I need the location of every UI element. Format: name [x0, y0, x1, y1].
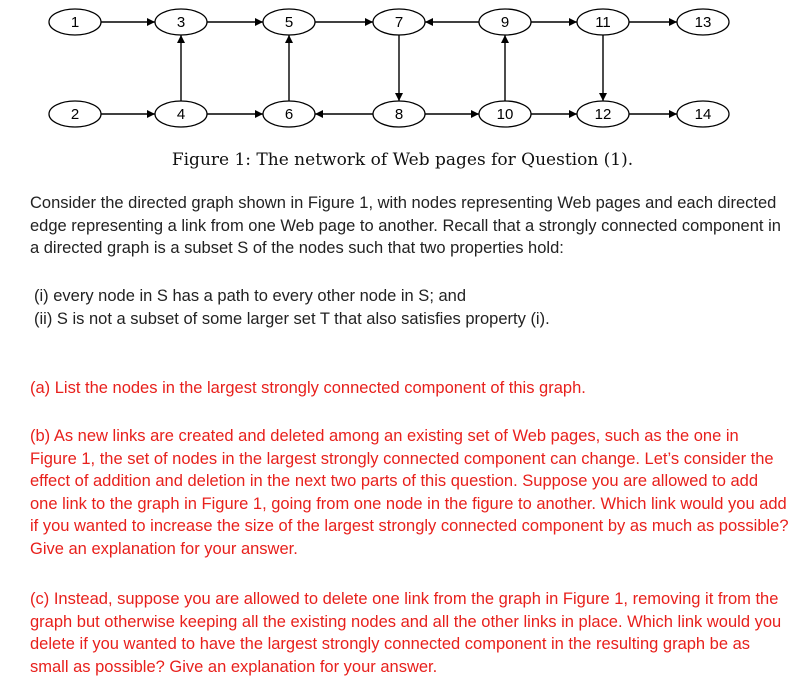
node-4 — [155, 101, 207, 127]
question-a: (a) List the nodes in the largest strongly connected component of this graph. — [30, 379, 586, 397]
node-10 — [479, 101, 531, 127]
node-5 — [263, 9, 315, 35]
node-label: 2 — [70, 106, 80, 123]
property-ii: (ii) S is not a subset of some larger set T that also satisfies property (i). — [34, 310, 550, 328]
node-6 — [263, 101, 315, 127]
node-11 — [577, 9, 629, 35]
intro-paragraph: Consider the directed graph shown in Figure 1, with nodes representing Web pages and each directed edge representing a link from one Web page to another. Recall that a strongly connected component in a directed graph is a subset S of the nodes such that two properties hold: — [30, 194, 781, 257]
question-b: (b) As new links are created and deleted among an existing set of Web pages, such as the one in Figure 1, the set of nodes in the largest strongly connected component can change. Let’s consider the effect of addition and deletion in the next two parts of this question. Suppose you are allowed to add one link to the graph in Figure 1, going from one node in the figure to another. Which link would you add if you wanted to increase the size of the largest strongly connected component by as much as possible? Give an explanation for your answer. — [30, 427, 789, 558]
node-14 — [677, 101, 729, 127]
node-label: 11 — [595, 14, 611, 31]
node-8 — [373, 101, 425, 127]
node-label: 8 — [394, 106, 404, 123]
property-i: (i) every node in S has a path to every other node in S; and — [34, 287, 467, 305]
node-label: 3 — [176, 14, 186, 31]
node-label: 10 — [496, 106, 514, 123]
node-9 — [479, 9, 531, 35]
node-label: 1 — [70, 14, 80, 31]
node-1 — [49, 9, 101, 35]
network-diagram — [0, 0, 805, 135]
node-label: 4 — [176, 106, 186, 123]
node-label: 5 — [284, 14, 294, 31]
node-label: 14 — [694, 106, 712, 123]
node-7 — [373, 9, 425, 35]
node-label: 9 — [500, 14, 510, 31]
node-12 — [577, 101, 629, 127]
question-c: (c) Instead, suppose you are allowed to delete one link from the graph in Figure 1, removing it from the graph but otherwise keeping all the existing nodes and all the other links in place. Which link would you delete if you wanted to have the largest strongly connected component in the resulting graph be as small as possible? Give an explanation for your answer. — [30, 590, 782, 676]
node-label: 12 — [594, 106, 612, 123]
figure-caption: Figure 1: The network of Web pages for Question (1). — [171, 150, 634, 170]
node-label: 7 — [394, 14, 404, 31]
node-3 — [155, 9, 207, 35]
node-label: 6 — [284, 106, 294, 123]
node-2 — [49, 101, 101, 127]
node-13 — [677, 9, 729, 35]
node-label: 13 — [694, 14, 712, 31]
